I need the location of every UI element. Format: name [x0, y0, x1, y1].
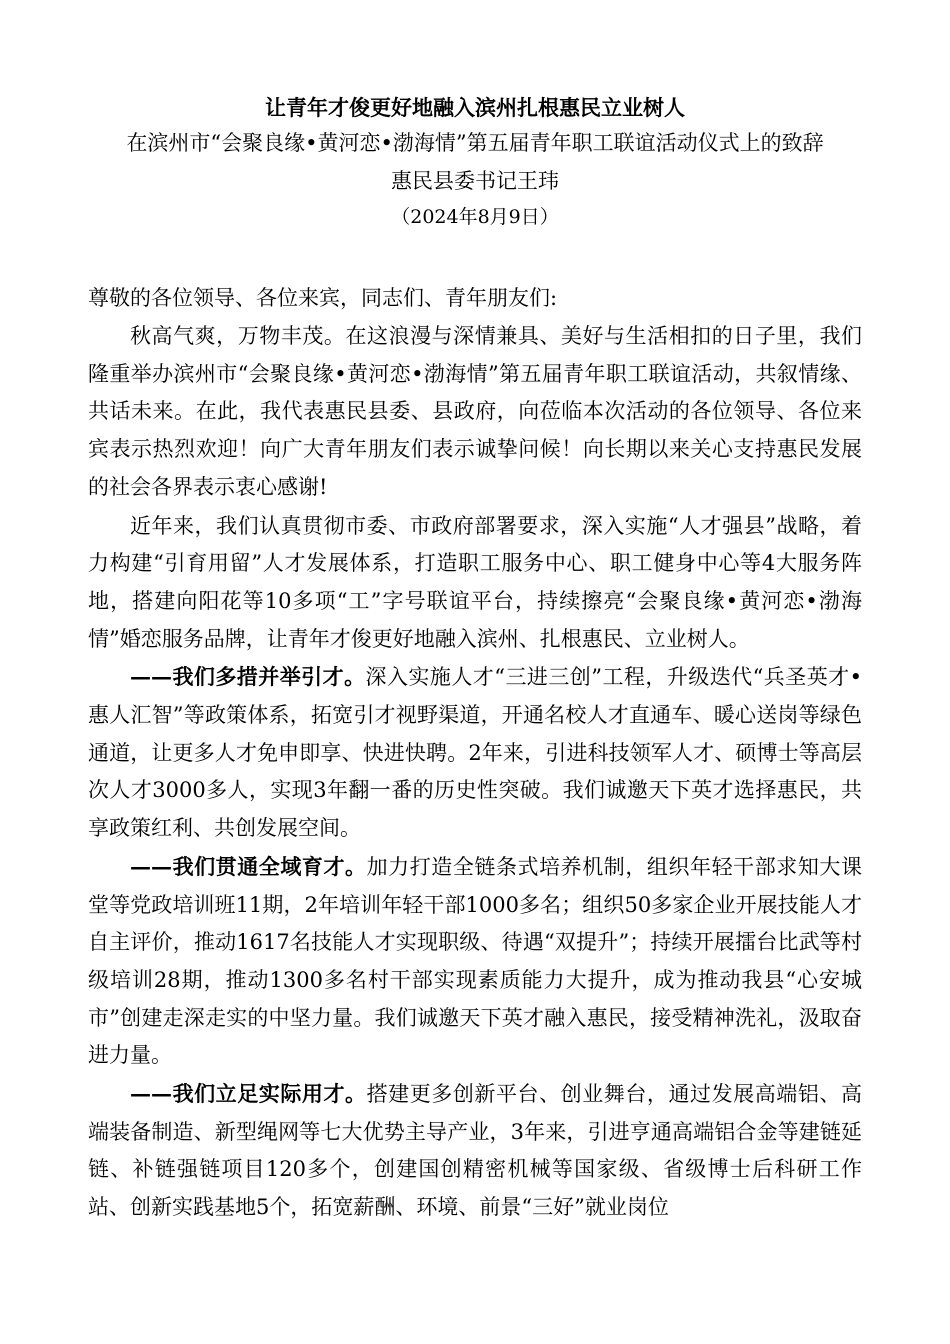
paragraph-cultivate-talent: [88, 848, 862, 1075]
paragraph-text: 秋高气爽，万物丰茂。在这浪漫与深情兼具、美好与生活相扣的日子里，我们隆重举办滨州市“会聚良缘•黄河恋•渤海情”第五届青年职工联谊活动，共叙情缘、共话未来。在此，我代表惠民县委、县政府，向莅临本次活动的各位领导、各位来宾表示热烈欢迎！向广大青年朋友们表示诚挚问候！向长期以来关心支持惠民发展的社会各界表示衷心感谢!: [88, 324, 862, 499]
paragraph-overview: [88, 507, 862, 659]
document-title: 让青年才俊更好地融入滨州扎根惠民立业树人: [265, 95, 685, 120]
paragraph-text: 加力打造全链条式培养机制，组织年轻干部求知大课堂等党政培训班11期，2年培训年轻干部1000多名；组织50多家企业开展技能人才自主评价，推动1617名技能人才实现职级、待遇“双提升”；持续开展擂台比武等村级培训28期，推动1300多名村干部实现素质能力大提升，成为推动我县“心安城市”创建走深走实的中坚力量。我们诚邀天下英才融入惠民，接受精神洗礼，汲取奋进力量。: [88, 854, 862, 1068]
paragraph-text: 深入实施人才“三进三创”工程，升级迭代“兵圣英才•惠人汇智”等政策体系，拓宽引才视野渠道，开通名校人才直通车、暖心送岗等绿色通道，让更多人才免申即享、快进快聘。2年来，引进科技领军人才、硕博士等高层次人才3000多人，实现3年翻一番的历史性突破。我们诚邀天下英才选择惠民，共享政策红利、共创发展空间。: [88, 665, 862, 841]
paragraph-lead: ——我们贯通全域育才。: [130, 853, 367, 879]
paragraph-opening: [88, 317, 862, 507]
paragraph-use-talent: [88, 1075, 862, 1227]
document-author: 惠民县委书记王玮: [391, 169, 559, 193]
paragraph-lead: ——我们立足实际用才。: [130, 1081, 367, 1107]
document-date: （2024年8月9日）: [391, 206, 559, 228]
salutation: 尊敬的各位领导、各位来宾，同志们、青年朋友们:: [88, 286, 558, 310]
document-subtitle: 在滨州市“会聚良缘•黄河恋•渤海情”第五届青年职工联谊活动仪式上的致辞: [126, 131, 824, 155]
paragraph-text: 近年来，我们认真贯彻市委、市政府部署要求，深入实施“人才强县”战略，着力构建“引育用留”人才发展体系，打造职工服务中心、职工健身中心等4大服务阵地，搭建向阳花等10多项“工”字号联谊平台，持续擦亮“会聚良缘•黄河恋•渤海情”婚恋服务品牌，让青年才俊更好地融入滨州、扎根惠民、立业树人。: [88, 513, 862, 651]
paragraph-text: 搭建更多创新平台、创业舞台，通过发展高端铝、高端装备制造、新型绳网等七大优势主导产业，3年来，引进亨通高端铝合金等建链延链、补链强链项目120多个，创建国创精密机械等国家级、省级博士后科研工作站、创新实践基地5个，拓宽薪酬、环境、前景“三好”就业岗位: [88, 1082, 862, 1220]
paragraph-lead: ——我们多措并举引才。: [130, 664, 366, 690]
paragraph-attract-talent: [88, 658, 862, 848]
